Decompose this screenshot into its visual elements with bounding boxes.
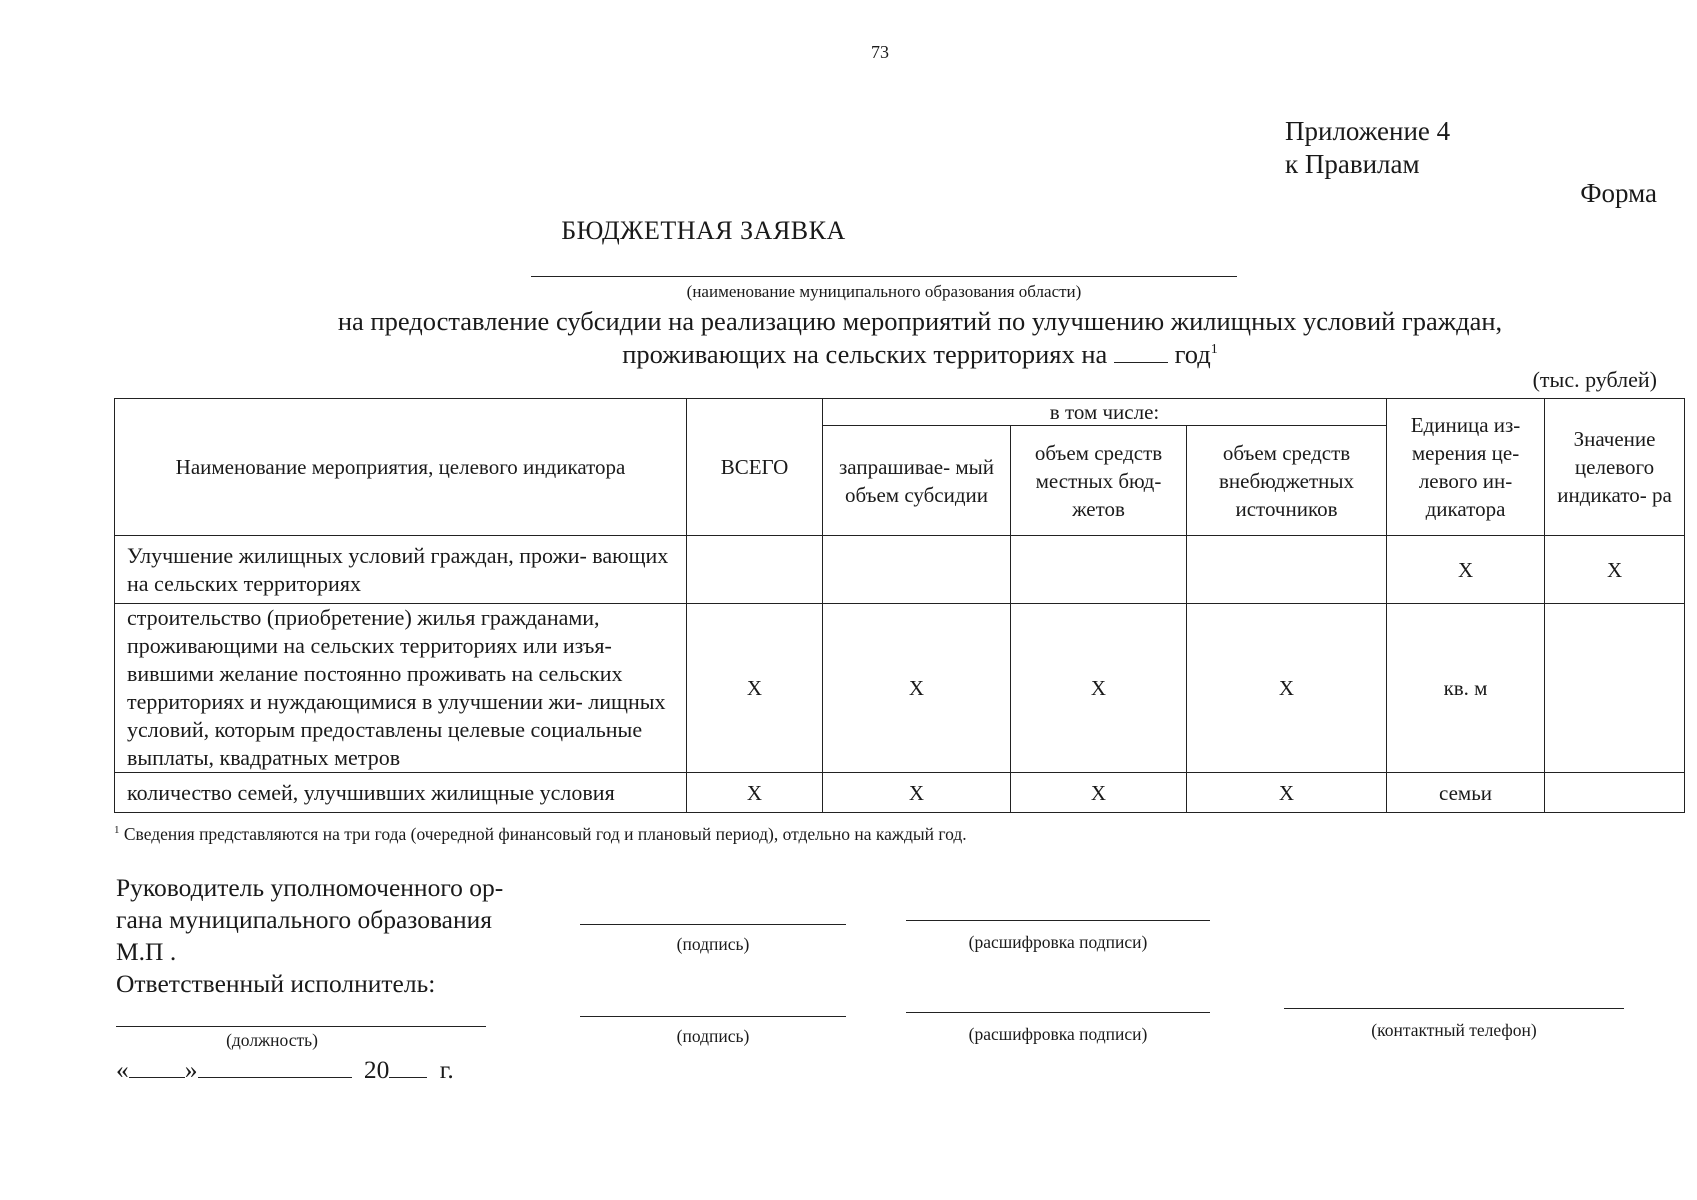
executor-phone-caption: (контактный телефон) (1371, 1020, 1537, 1040)
row-local-cell[interactable] (1011, 536, 1187, 604)
date-line (116, 1054, 454, 1086)
footnote-mark: 1 (114, 824, 120, 837)
subtitle-year-word: год (1174, 339, 1211, 369)
executor-signature-caption: (подпись) (676, 1026, 750, 1046)
executor-signature-line[interactable] (580, 1016, 846, 1017)
row-requested-cell[interactable] (823, 536, 1011, 604)
executor-decoding-line[interactable] (906, 1012, 1210, 1013)
header-requested: запрашивае- мый объем субсидии (823, 426, 1011, 536)
date-month-blank[interactable] (198, 1055, 352, 1078)
footnote-text: Сведения представляются на три года (очередной финансовый год и плановый период), отдельно на каждый год. (123, 824, 967, 844)
appendix-rules: к Правилам (1285, 149, 1420, 179)
row-offbudget-cell: Х (1187, 604, 1387, 773)
date-day-blank[interactable] (129, 1055, 185, 1078)
subtitle-line-2-text: проживающих на сельских территориях на (622, 339, 1108, 369)
head-signatory-label (116, 872, 503, 1000)
header-local: объем средств местных бюд- жетов (1011, 426, 1187, 536)
header-offbudget: объем средств внебюджетных источников (1187, 426, 1387, 536)
subtitle-footnote-mark: 1 (1210, 342, 1218, 358)
header-row-1 (115, 399, 1685, 426)
row-value-cell: Х (1545, 536, 1685, 604)
executor-position-caption: (должность) (226, 1030, 318, 1050)
row-unit-cell: Х (1387, 536, 1545, 604)
subtitle-line-2 (0, 339, 1697, 370)
form-label: Форма (1580, 178, 1657, 208)
stamp-label: М.П . (116, 937, 177, 966)
head-signature-caption: (подпись) (676, 934, 750, 954)
executor-decoding-caption: (расшифровка подписи) (968, 1024, 1148, 1044)
appendix-number: Приложение 4 (1285, 116, 1451, 146)
municipality-name-line[interactable] (531, 276, 1237, 277)
budget-request-table (114, 398, 1685, 813)
date-year-suffix: г. (439, 1055, 454, 1084)
date-year-blank[interactable] (389, 1055, 427, 1078)
row-local-cell: Х (1011, 773, 1187, 813)
head-signature-line[interactable] (580, 924, 846, 925)
table-row (115, 536, 1685, 604)
subtitle-line-1: на предоставление субсидии на реализацию мероприятий по улучшению жилищных условий граждан, (337, 306, 1503, 336)
head-decoding-line[interactable] (906, 920, 1210, 921)
municipality-caption: (наименование муниципального образования области) (686, 282, 1082, 301)
header-total: ВСЕГО (687, 399, 823, 536)
row-value-cell[interactable] (1545, 604, 1685, 773)
table-row (115, 604, 1685, 773)
row-total-cell[interactable] (687, 536, 823, 604)
row-offbudget-cell[interactable] (1187, 536, 1387, 604)
row-unit-cell: семьи (1387, 773, 1545, 813)
header-name: Наименование мероприятия, целевого индикатора (115, 399, 687, 536)
row-total-cell: Х (687, 604, 823, 773)
head-label-line-1: Руководитель уполномоченного ор- (116, 873, 504, 902)
executor-position-line[interactable] (116, 1026, 486, 1027)
row-unit-cell: кв. м (1387, 604, 1545, 773)
row-requested-cell: Х (823, 773, 1011, 813)
date-year-prefix: 20 (363, 1055, 390, 1084)
date-close-quote: » (184, 1055, 198, 1084)
row-name: количество семей, улучшивших жилищные условия (115, 773, 687, 813)
units-label: (тыс. рублей) (1532, 367, 1657, 392)
row-value-cell[interactable] (1545, 773, 1685, 813)
row-local-cell: Х (1011, 604, 1187, 773)
row-total-cell: Х (687, 773, 823, 813)
row-offbudget-cell: Х (1187, 773, 1387, 813)
header-including: в том числе: (823, 399, 1387, 426)
document-title: БЮДЖЕТНАЯ ЗАЯВКА (561, 216, 846, 245)
year-blank[interactable] (1114, 342, 1168, 363)
date-open-quote: « (116, 1055, 129, 1084)
row-name: Улучшение жилищных условий граждан, прожи- вающих на сельских территориях (115, 536, 687, 604)
page-number: 73 (871, 42, 889, 62)
executor-phone-line[interactable] (1284, 1008, 1624, 1009)
header-unit: Единица из- мерения це- левого ин- дикатора (1387, 399, 1545, 536)
executor-label: Ответственный исполнитель: (116, 969, 436, 998)
row-requested-cell: Х (823, 604, 1011, 773)
table-row (115, 773, 1685, 813)
row-name: строительство (приобретение) жилья гражданами, проживающими на сельских территориях или изъя- вившими желание постоянно проживать на сельских территориях и нуждающимися в улучшении жи- лищных условий, которым предоставлены целевые социальные выплаты, квадратных метров (115, 604, 687, 773)
appendix-reference (1285, 115, 1450, 181)
head-decoding-caption: (расшифровка подписи) (968, 932, 1148, 952)
header-value: Значение целевого индикато- ра (1545, 399, 1685, 536)
footnote (114, 824, 967, 845)
head-label-line-2: гана муниципального образования (116, 905, 492, 934)
